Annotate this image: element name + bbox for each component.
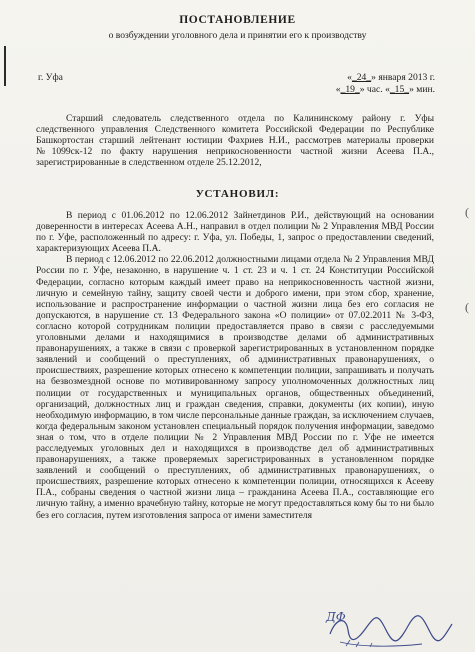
- date-day: _24_: [351, 72, 372, 83]
- section-heading: УСТАНОВИЛ:: [195, 188, 280, 200]
- document-date: [347, 72, 435, 83]
- document-title: ПОСТАНОВЛЕНИЕ: [179, 14, 296, 26]
- handwritten-signature: [326, 606, 456, 652]
- time-min: _15_: [389, 84, 410, 95]
- city: г. Уфа: [38, 72, 63, 83]
- margin-bracket-mark: (: [465, 300, 469, 314]
- signature-initials: ДФ: [326, 610, 346, 624]
- signature-scribble: [326, 606, 456, 652]
- findings-block: [36, 210, 434, 521]
- time-prefix: «: [335, 84, 341, 95]
- margin-bracket-mark: (: [465, 205, 469, 219]
- document-time: [336, 84, 435, 95]
- intro-paragraph: Старший следователь следственного отдела по Калининскому району г. Уфы следственного управления Следственного комитета Российской Федерации по Республике Башкортостан старший лейтенант юстиции Фахриев Н.И., рассмотрев материалы проверки №1099ск-12 по факту нарушения неприкосновенности частной жизни Асеева П.А., зарегистрированные в следственном отделе 25.12.2012,: [36, 113, 434, 169]
- intro-block: [36, 113, 434, 168]
- date-rest: » января 2013 г.: [371, 72, 435, 83]
- time-hour: _19_: [340, 84, 360, 95]
- time-mid: » час. «: [359, 84, 390, 95]
- margin-mark: [4, 46, 6, 86]
- document-subtitle: о возбуждении уголовного дела и принятии его к производству: [108, 30, 367, 41]
- finding-paragraph-1: В период с 01.06.2012 по 12.06.2012 Зайнетдинов Р.И., действующий на основании доверенности в интересах Асеева А.Н., направил в отдел полиции № 2 Управления МВД России по г. Уфе, расположенный по адресу: г. Уфа, ул. Победы, 1, запрос о предоставлении сведений, характеризующих Асеева П.А.: [36, 210, 434, 255]
- finding-paragraph-2: В период с 12.06.2012 по 22.06.2012 должностными лицами отдела № 2 Управления МВД России по г. Уфе, незаконно, в нарушение ч. 1 ст. 23 и ч. 1 ст. 24 Конституции Российской Федерации, согласно которым каждый имеет право на неприкосновенность частной жизни, личную и семейную тайну, защиту своей чести и доброго имени, при этом сбор, хранение, использование и распространение информации о частной жизни лица без его согласия не допускаются, в нарушение ст. 13 Федерального закона «О полиции» от 07.02.2011 № 3-ФЗ, согласно которой сотрудникам полиции предоставляется право в связи с расследуемыми уголовными делами и находящимися в производстве делами об административных правонарушениях, а также в связи с проверкой зарегистрированных в установленном порядке заявлений и сообщений о преступлениях, об административных правонарушениях, о происшествиях, разрешение которых отнесено к компетенции полиции, запрашивать и получать на безвозмездной основе по мотивированному запросу уполномоченных должностных лиц полиции от государственных и муниципальных органов, общественных объединений, организаций, должностных лиц и граждан сведения, справки, документы (их копии), иную необходимую информацию, в том числе персональные данные граждан, за исключением случаев, когда федеральным законом установлен специальный порядок получения информации, заведомо зная о том, что в отделе полиции № 2 Управления МВД России по г. Уфе не имеется расследуемых уголовных дел и находящихся в производстве дел об административных правонарушениях, а также проверяемых зарегистрированных в установленном порядке заявлений и сообщений о преступлениях, об административных правонарушениях, о происшествиях, разрешение которых отнесено к компетенции полиции, относящихся к Асееву П.А., собраны сведения о частной жизни лица – гражданина Асеева П.А., составляющие его личную тайну, а именно врачебную тайну, которые не могут предоставляться кому бы то ни было без его согласия, путем изготовления запроса от имени заместителя: [36, 254, 434, 521]
- time-suffix: » мин.: [409, 84, 435, 95]
- date-prefix: «: [347, 72, 352, 83]
